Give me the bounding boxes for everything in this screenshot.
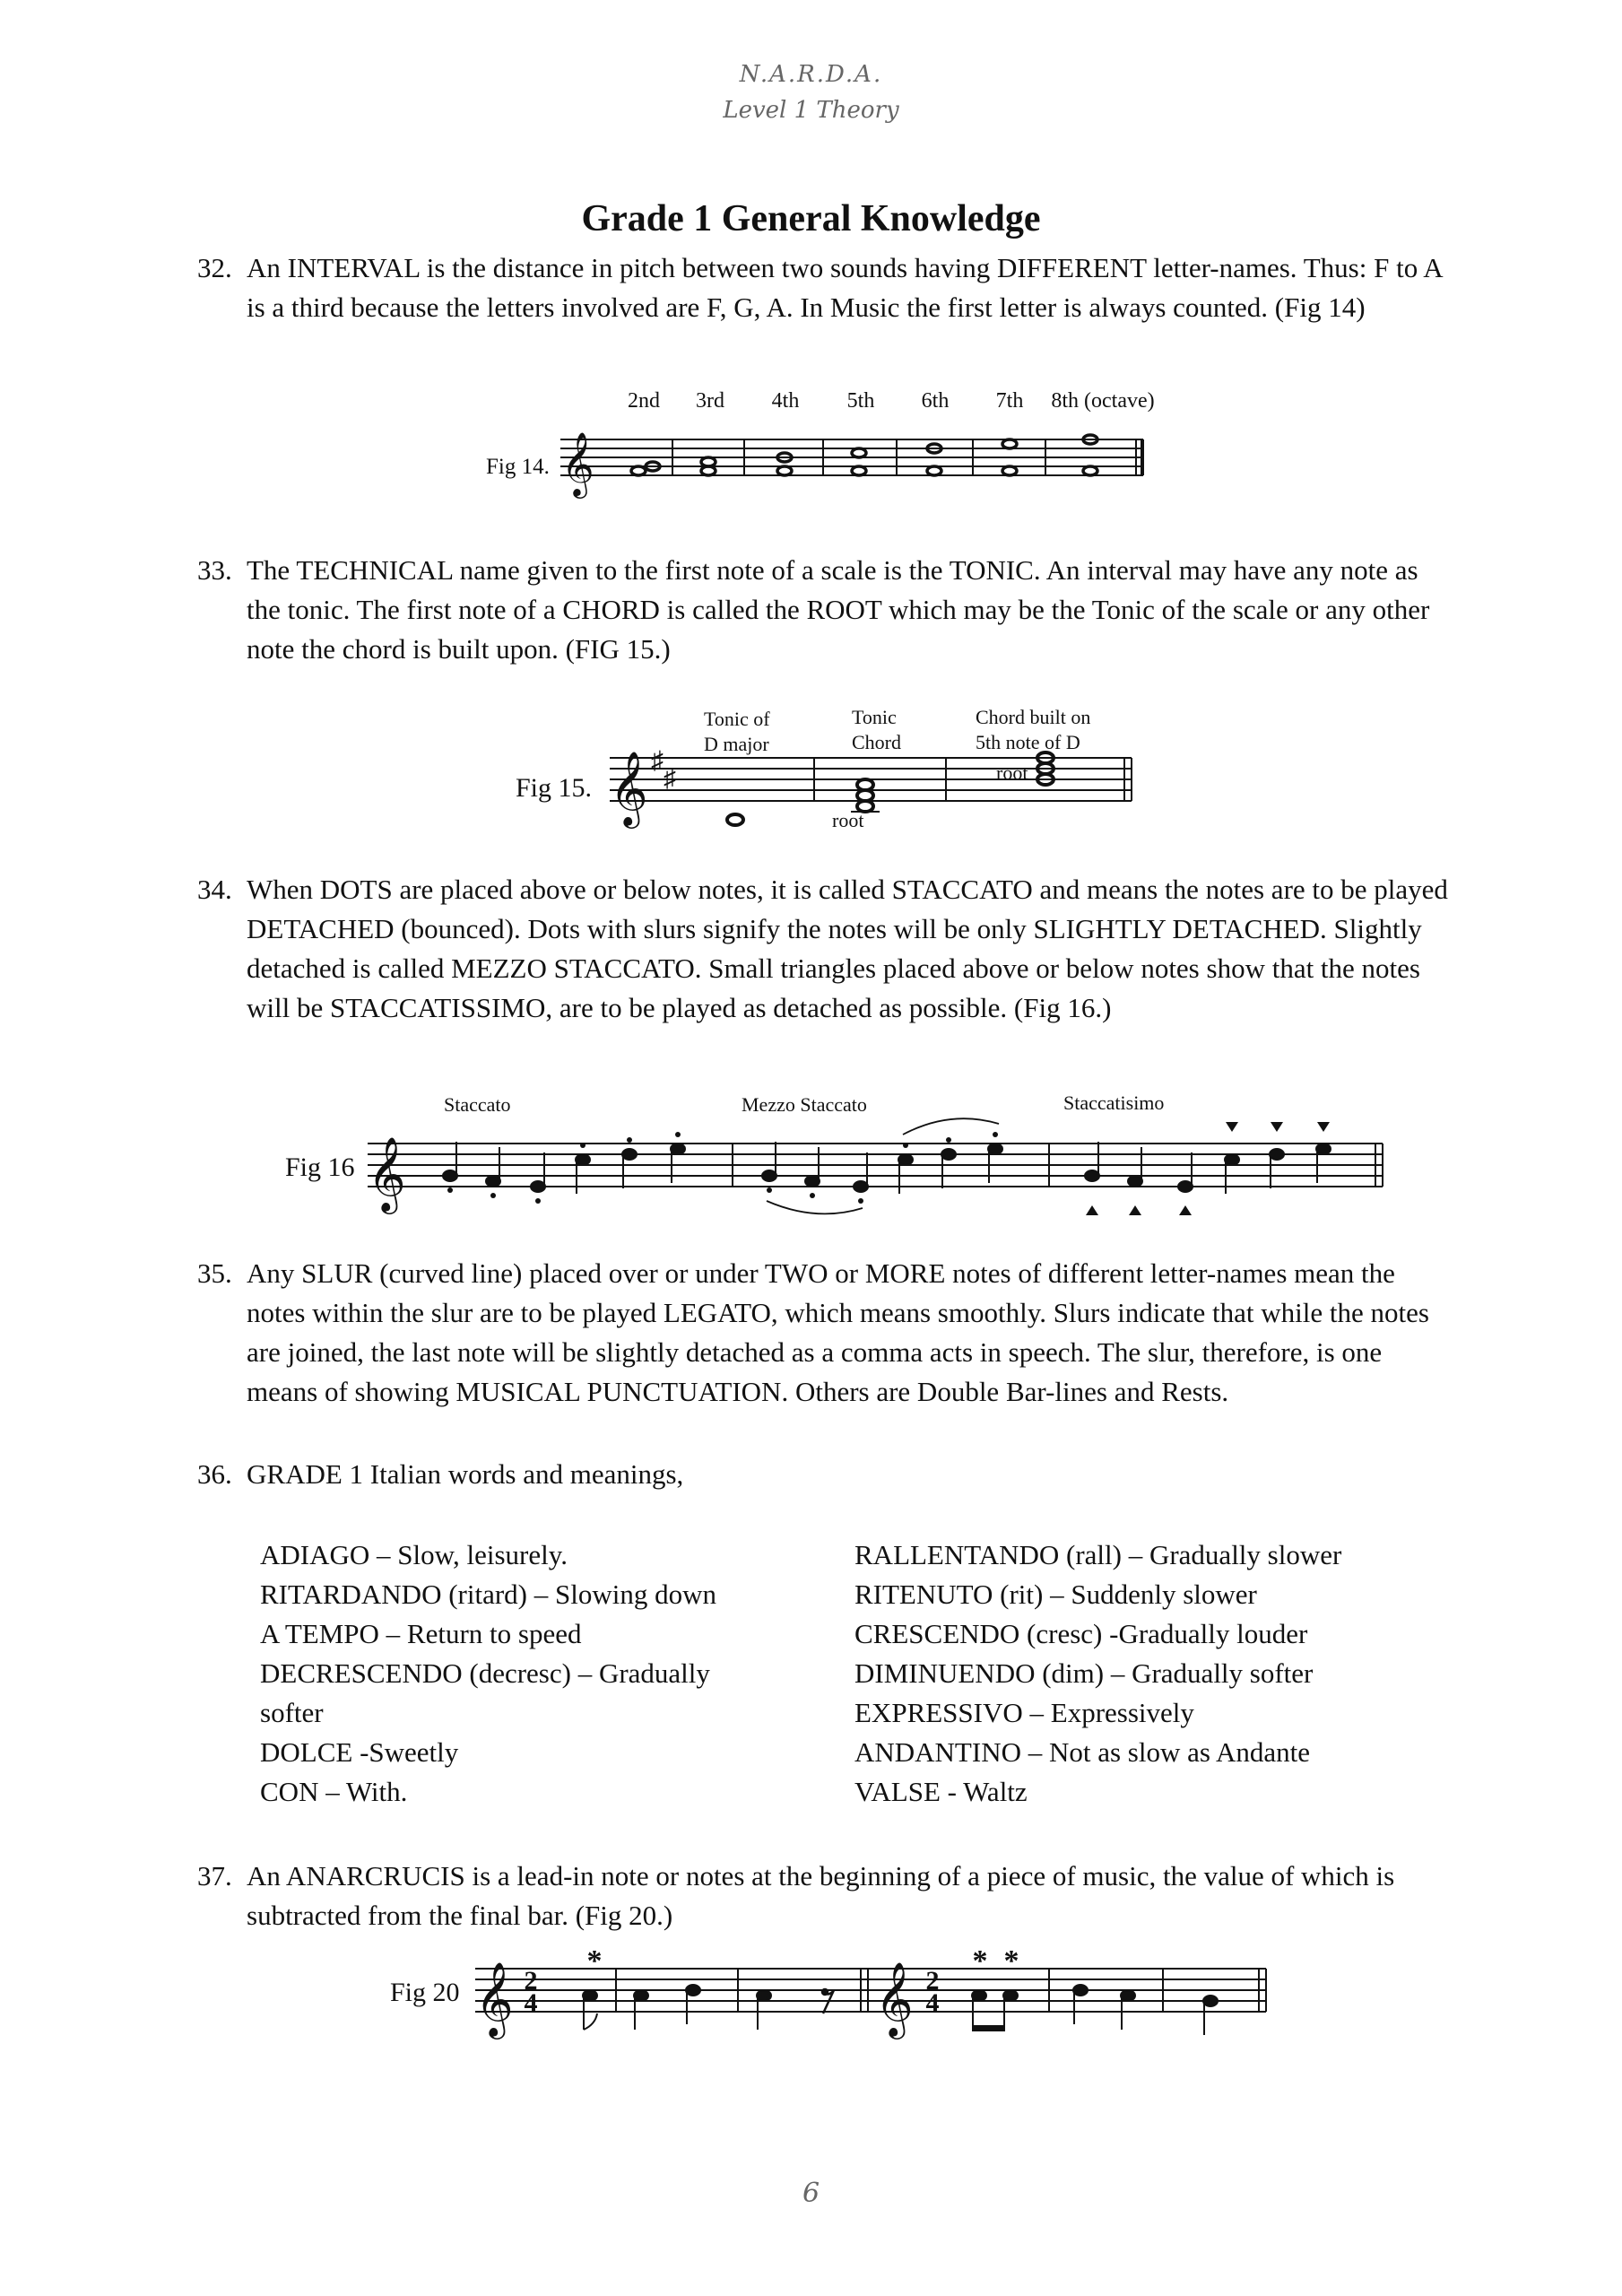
item-text: The TECHNICAL name given to the first note of a scale is the TONIC. An interval may have any note as the tonic. The first note of a CHORD is called the ROOT which may be the Tonic of the scale or any other note the chord is built upon. (FIG 15.) [247,554,1430,665]
section-label: Mezzo Staccato [742,1093,867,1116]
anacrusis-mark: * [586,1944,603,1978]
caption-d-major: D major [704,733,769,755]
interval-label: 2nd [628,389,660,413]
sharp-icon: ♯ [651,747,664,775]
item-number: 36. [197,1458,232,1490]
page-title: Grade 1 General Knowledge [581,198,1041,239]
italian-words-left [260,1535,716,1812]
treble-clef-icon: 𝄞 [368,1138,406,1210]
word-entry: A TEMPO – Return to speed [260,1618,582,1649]
section-label: Staccatisimo [1063,1091,1165,1114]
figure-label: Fig 20 [390,1978,460,2007]
figure-label: Fig 16 [285,1152,355,1182]
caption-chord: Chord [852,731,901,753]
anacrusis-mark: * [972,1944,988,1978]
item-number: 35. [197,1257,232,1289]
figure-14 [475,386,1219,511]
item-number: 37. [197,1860,232,1892]
interval-label: 5th [846,389,875,413]
time-signature-bottom: 4 [524,1988,538,2018]
caption-chord-built: Chord built on [976,706,1091,728]
item-text: An INTERVAL is the distance in pitch between two sounds having DIFFERENT letter-names. Thus: F to A is a third because the letters involved are F, G, A. In Music the first letter is always counted. (Fig 14) [247,252,1442,323]
interval-label: 7th [995,389,1024,413]
caption-tonic: Tonic [852,706,897,728]
figure-15 [502,704,1148,848]
interval-label: 8th (octave) [1051,389,1155,413]
figure-label: Fig 15. [516,773,593,803]
time-signature-top: 2 [925,1966,940,1996]
header-org: N.A.R.D.A. [739,61,883,88]
italian-words-right [854,1535,1341,1812]
page-number: 6 [802,2178,820,2209]
word-entry: CRESCENDO (cresc) -Gradually louder [854,1618,1308,1649]
root-label: root [832,809,864,831]
figure-label: Fig 14. [486,455,550,479]
figure-20 [386,1942,1273,2058]
word-entry: softer [260,1697,324,1728]
item-number: 33. [197,554,232,586]
word-entry: DECRESCENDO (decresc) – Gradually [260,1657,710,1689]
treble-clef-icon: 𝄞 [475,1963,514,2035]
caption-5th-note: 5th note of D [976,731,1080,753]
word-entry: DIMINUENDO (dim) – Gradually softer [854,1657,1314,1689]
sharp-icon: ♯ [664,765,676,793]
anacrusis-mark: * [1003,1944,1019,1978]
item-text: An ANARCRUCIS is a lead-in note or notes at the beginning of a piece of music, the value of which is subtracted from the final bar. (Fig 20.) [247,1860,1395,1931]
word-entry: CON – With. [260,1776,408,1807]
item-text: When DOTS are placed above or below notes, it is called STACCATO and means the notes are to be played DETACHED (bounced). Dots with slurs signify the notes will be only SLIGHTLY DETACHED. Slightly detached is called MEZZO STACCATO. Small triangles placed above or below notes show that the notes will be STACCATISSIMO, are to be played as detached as possible. (Fig 16.) [247,874,1448,1023]
item-text: Any SLUR (curved line) placed over or under TWO or MORE notes of different letter-names mean the notes within the slur are to be played LEGATO, which means smoothly. Slurs indicate that while the notes are joined, the last note will be slightly detached as a comma acts in speech. The slur, therefore, is one means of showing MUSICAL PUNCTUATION. Others are Double Bar-lines and Rests. [247,1257,1429,1407]
word-entry: VALSE - Waltz [854,1776,1028,1807]
item-text: GRADE 1 Italian words and meanings, [247,1458,684,1490]
time-signature-bottom: 4 [925,1988,940,2018]
treble-clef-icon: 𝄞 [610,752,648,824]
figure-16 [278,1090,1390,1224]
interval-label: 3rd [696,389,724,413]
interval-label: 6th [921,389,950,413]
word-entry: DOLCE -Sweetly [260,1736,459,1768]
word-entry: ANDANTINO – Not as slow as Andante [854,1736,1310,1768]
time-signature-top: 2 [524,1966,538,1996]
word-entry: RITENUTO (rit) – Suddenly slower [854,1578,1257,1610]
treble-clef-icon: 𝄞 [875,1963,914,2035]
treble-clef-icon: 𝄞 [561,434,594,495]
section-label: Staccato [444,1093,511,1116]
word-entry: EXPRESSIVO – Expressively [854,1697,1194,1728]
item-number: 32. [197,252,232,283]
header-level: Level 1 Theory [723,97,899,124]
word-entry: ADIAGO – Slow, leisurely. [260,1539,568,1570]
item-number: 34. [197,874,232,905]
interval-label: 4th [771,389,800,413]
caption-tonic-of: Tonic of [704,708,770,730]
root-label: root [996,761,1028,784]
word-entry: RITARDANDO (ritard) – Slowing down [260,1578,716,1610]
word-entry: RALLENTANDO (rall) – Gradually slower [854,1539,1342,1570]
